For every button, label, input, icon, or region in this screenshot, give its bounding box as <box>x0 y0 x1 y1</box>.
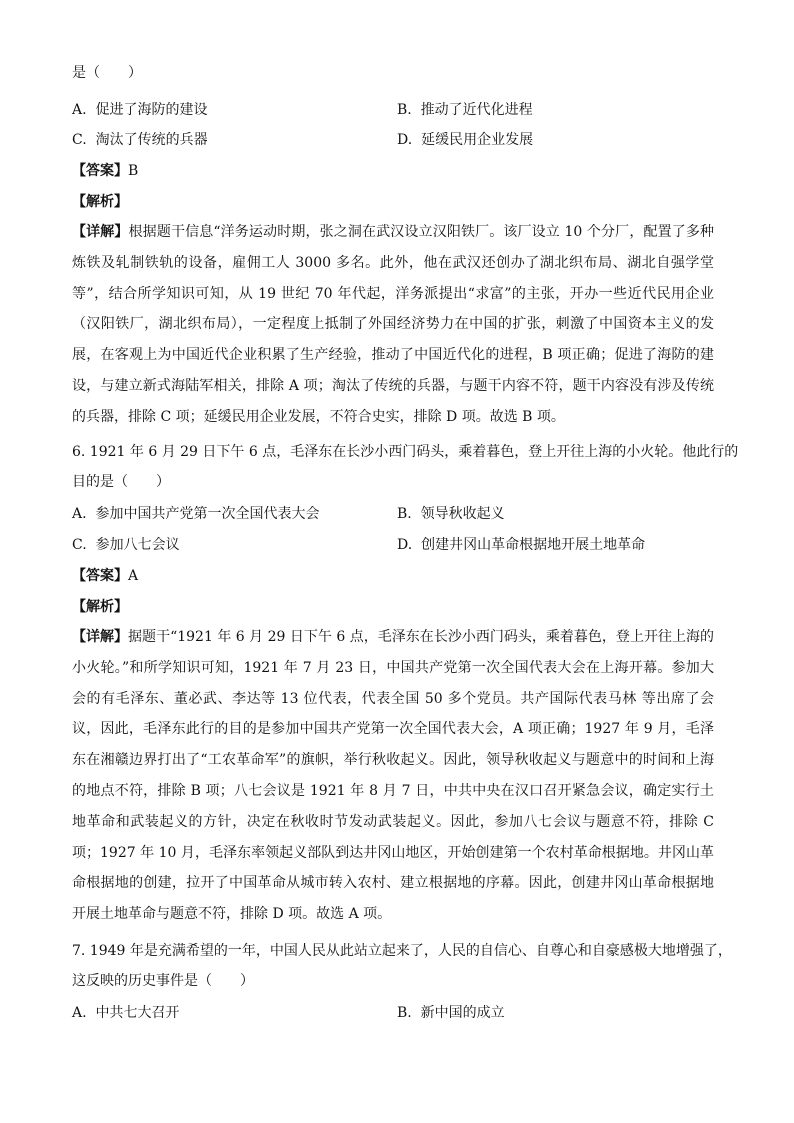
q6-stem-line-1: 6. 1921 年 6 月 29 日下午 6 点，毛泽东在长沙小西门码头，乘着暮色，登上开往上海的小火轮。他此行的 <box>72 444 739 460</box>
q7-stem-line-1: 7. 1949 年是充满希望的一年，中国人民从此站立起来了，人民的自信心、自尊心和自豪感极大地增强了， <box>72 943 732 959</box>
analysis-label: 【解析】 <box>72 599 128 615</box>
q6-option-c <box>72 535 180 555</box>
q7-option-b <box>397 1003 505 1023</box>
option-letter: B. <box>397 506 412 522</box>
option-text: 参加中国共产党第一次全国代表大会 <box>95 506 320 522</box>
q7-option-a <box>72 1003 179 1023</box>
option-text: 延缓民用企业发展 <box>421 132 534 148</box>
detail-label: 【详解】 <box>72 629 129 645</box>
q6-option-b <box>397 504 505 524</box>
answer-value: B <box>128 163 139 179</box>
option-text: 领导秋收起义 <box>420 506 505 522</box>
analysis-label: 【解析】 <box>72 194 128 210</box>
option-letter: C. <box>72 537 87 553</box>
q6-detail <box>72 622 714 930</box>
answer-label: 【答案】 <box>72 163 128 179</box>
q6-analysis-heading <box>72 597 128 617</box>
option-text: 推动了近代化进程 <box>420 102 533 118</box>
option-text: 促进了海防的建设 <box>95 102 208 118</box>
q6-option-a <box>72 504 319 524</box>
option-letter: D. <box>397 537 413 553</box>
option-letter: B. <box>397 102 412 118</box>
option-text: 淘汰了传统的兵器 <box>95 132 208 148</box>
option-letter: A. <box>72 506 87 522</box>
option-letter: A. <box>72 102 87 118</box>
q6-stem-line-2: 目的是（ ） <box>72 474 170 490</box>
option-text: 参加八七会议 <box>95 537 180 553</box>
option-text: 中共七大召开 <box>95 1005 180 1021</box>
q5-option-c <box>72 130 208 150</box>
option-letter: D. <box>397 132 413 148</box>
detail-text: 据题干“1921 年 6 月 29 日下午 6 点，毛泽东在长沙小西门码头，乘着暮色，登上开往上海的小火轮。”和所学知识可知，1921 年 7 月 23 日，中国共产党第一次全国代表大会在上海开幕。参加大会的有毛泽东、董必武、李达等 13 位代表，代表全国 50 多个党员。共产国际代表马林 等出席了会议，因此，毛泽东此行的目的是参加中国共产党第一次全国代表大会，A 项正确；1927 年 9 月，毛泽东在湘赣边界打出了“工农革命军”的旗帜，举行秋收起义。因此，领导秋收起义与题意中的时间和上海的地点不符，排除 B 项；八七会议是 1921 年 8 月 7 日，中共中央在汉口召开紧急会议，确定实行土地革命和武装起义的方针，决定在秋收时节发动武装起义。因此，参加八七会议与题意不符，排除 C 项；1927 年 10 月，毛泽东率领起义部队到达井冈山地区，开始创建第一个农村革命根据地。井冈山革命根据地的创建，拉开了中国革命从城市转入农村、建立根据地的序幕。因此，创建井冈山革命根据地开展土地革命与题意不符，排除 D 项。故选 A 项。 <box>72 629 714 923</box>
q5-analysis-heading <box>72 192 128 212</box>
option-text: 新中国的成立 <box>420 1005 505 1021</box>
option-letter: B. <box>397 1005 412 1021</box>
answer-label: 【答案】 <box>72 568 128 584</box>
answer-value: A <box>128 568 139 584</box>
q5-option-a <box>72 100 207 120</box>
option-letter: C. <box>72 132 87 148</box>
q6-answer <box>72 566 138 586</box>
q5-option-d <box>397 130 533 150</box>
q5-stem-tail: 是（ ） <box>72 65 142 81</box>
option-text: 创建井冈山革命根据地开展土地革命 <box>421 537 646 553</box>
detail-label: 【详解】 <box>72 224 129 240</box>
q6-option-d <box>397 535 645 555</box>
detail-text: 根据题干信息“洋务运动时期，张之洞在武汉设立汉阳铁厂。该厂设立 10 个分厂，配置了多种炼铁及轧制铁轨的设备，雇佣工人 3000 多名。此外，他在武汉还创办了湖北织布局、湖北自强学堂等”，结合所学知识可知，从 19 世纪 70 年代起，洋务派提出“求富”的主张，开办一些近代民用企业（汉阳铁厂，湖北织布局），一定程度上抵制了外国经济势力在中国的扩张，刺激了中国资本主义的发展，在客观上为中国近代企业积累了生产经验，推动了中国近代化的进程，B 项正确；促进了海防的建设，与建立新式海陆军相关，排除 A 项；淘汰了传统的兵器，与题干内容不符，题干内容没有涉及传统的兵器，排除 C 项；延缓民用企业发展，不符合史实，排除 D 项。故选 B 项。 <box>72 224 714 425</box>
q7-stem-line-2: 这反映的历史事件是（ ） <box>72 973 254 989</box>
option-letter: A. <box>72 1005 87 1021</box>
q5-option-b <box>397 100 533 120</box>
q5-answer <box>72 161 138 181</box>
q5-detail <box>72 217 714 433</box>
